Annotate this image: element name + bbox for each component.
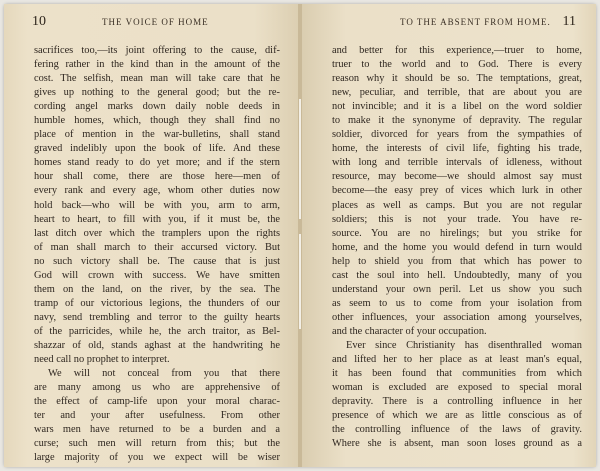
text-line: the effect of camp-life upon your moral charac- xyxy=(34,396,280,408)
text-line: and lifted her to her place as at least man's equal, xyxy=(332,354,582,366)
text-line: and the character of your occupation. xyxy=(332,325,487,337)
text-line: and better for this experience,—truer to home, xyxy=(332,45,582,56)
text-line: wars men have returned to be a burden and a xyxy=(34,424,280,436)
page-body xyxy=(332,44,582,451)
text-line: of the parricides, while he, the arch traitor, as Bel- xyxy=(34,325,280,337)
text-line: place of mention in the war-bulletins, shall stand xyxy=(34,129,280,141)
text-line: other influences, your association among yourselves, xyxy=(332,311,582,323)
text-line: graved indelibly upon the book of life. And these xyxy=(34,143,280,155)
text-line: cast the soul into hell. Undoubtedly, many of you xyxy=(332,269,582,281)
text-line: fering rather in the kind than in the amount of the xyxy=(34,59,280,71)
text-line: soldiers; this is not your trade. You have re- xyxy=(332,213,582,225)
left-page xyxy=(4,4,298,467)
text-line: new, peculiar, and terrible, that are about you are xyxy=(332,87,582,99)
text-line: presence of which we are as little conscious as of xyxy=(332,410,582,422)
text-line: of man shall march to their accursed victory. But xyxy=(34,241,280,253)
text-line: curse; such men will return from this; but the xyxy=(34,438,280,450)
text-line: soldier, divorced for years from the sympathies of xyxy=(332,129,582,141)
text-line: to make it the synonyme of depravity. The regular xyxy=(332,115,582,127)
text-line: gives up nothing to the general good; but the re- xyxy=(34,87,280,99)
open-book-spread xyxy=(4,4,596,467)
text-line: with long and terrible intervals of idleness, without xyxy=(332,157,582,169)
text-line: last ditch over which the tramplers upon the rights xyxy=(34,227,280,239)
text-line: the controlling influence of the laws of gravity. xyxy=(332,424,582,436)
right-page xyxy=(302,4,596,467)
text-line: resource, may become—we should almost say must xyxy=(332,171,582,183)
text-line: cording angel marks down daily noble deeds in xyxy=(34,101,280,113)
text-line: home, and the home you would defend in turn would xyxy=(332,241,582,253)
text-line: Where she is absent, man soon loses ground as a xyxy=(332,438,582,450)
text-line: We will not conceal from you that there xyxy=(48,368,280,380)
page-number: 11 xyxy=(562,14,576,29)
text-line: depravity. There is a controlling influence in her xyxy=(332,396,582,408)
text-line: understand your own peril. Let us show you such xyxy=(332,283,582,295)
text-line: woman is excluded are exposed to special moral xyxy=(332,382,582,394)
text-line: sacrifices too,—its joint offering to the cause, dif- xyxy=(34,45,280,56)
text-line: it has been found that communities from which xyxy=(332,368,582,380)
text-line: cost. The selfish, mean man will take care that he xyxy=(34,73,280,85)
text-line: as seem to us to come from your isolation from xyxy=(332,297,582,309)
page-number: 10 xyxy=(32,14,46,29)
text-line: shazzar of old, stands aghast at the handwriting he xyxy=(34,339,280,351)
text-line: are many among us who are apprehensive of xyxy=(34,382,280,394)
text-line: God will crown with success. We have smitten xyxy=(34,269,280,281)
text-line: homes stand ready to do yet more; and if the stern xyxy=(34,157,280,169)
text-line: help to shield you from that which has power to xyxy=(332,255,582,267)
text-line: humble homes, which, though they shall find no xyxy=(34,115,280,127)
text-line: hold back—who will be with you, arm to arm, xyxy=(34,199,280,211)
binding-thread xyxy=(299,234,301,329)
text-line: them on the land, on the river, by the sea. The xyxy=(34,283,280,295)
text-line: become—the easy prey of vices which lurk in other xyxy=(332,185,582,197)
text-line: no such victory shall be. The cause that is just xyxy=(34,255,280,267)
text-line: navy, send trembling and terror to the guilty hearts xyxy=(34,311,280,323)
binding-thread xyxy=(299,99,301,219)
page-body xyxy=(34,44,280,465)
running-head: THE VOICE OF HOME xyxy=(102,17,209,27)
text-line: not invincible; and it is a libel on the word soldier xyxy=(332,101,582,113)
text-line: places as well as camps. But you are not regular xyxy=(332,199,582,211)
text-line: ter and your after usefulness. From other xyxy=(34,410,280,422)
text-line: source. You are no hirelings; but you strike for xyxy=(332,227,582,239)
text-line: heart to heart, to fill with you, if it must be, the xyxy=(34,213,280,225)
text-line: every rank and every age, whom other duties now xyxy=(34,185,280,197)
text-line: Ever since Christianity has disenthralled woman xyxy=(346,339,582,351)
text-line: home, the interests of civil life, fighting his trade, xyxy=(332,143,582,155)
text-line: reason why it should be so. The temptations, great, xyxy=(332,73,582,85)
text-line: truer to the world and to God. There is every xyxy=(332,59,582,71)
text-line: large majority of you we expect will be wiser xyxy=(34,452,280,464)
text-line: hour shall come, there are those here—men of xyxy=(34,171,280,183)
text-line: tramp of our victorious legions, the thunders of our xyxy=(34,297,280,309)
text-line: need call no prophet to interpret. xyxy=(34,354,170,366)
running-head: TO THE ABSENT FROM HOME. xyxy=(400,17,551,27)
